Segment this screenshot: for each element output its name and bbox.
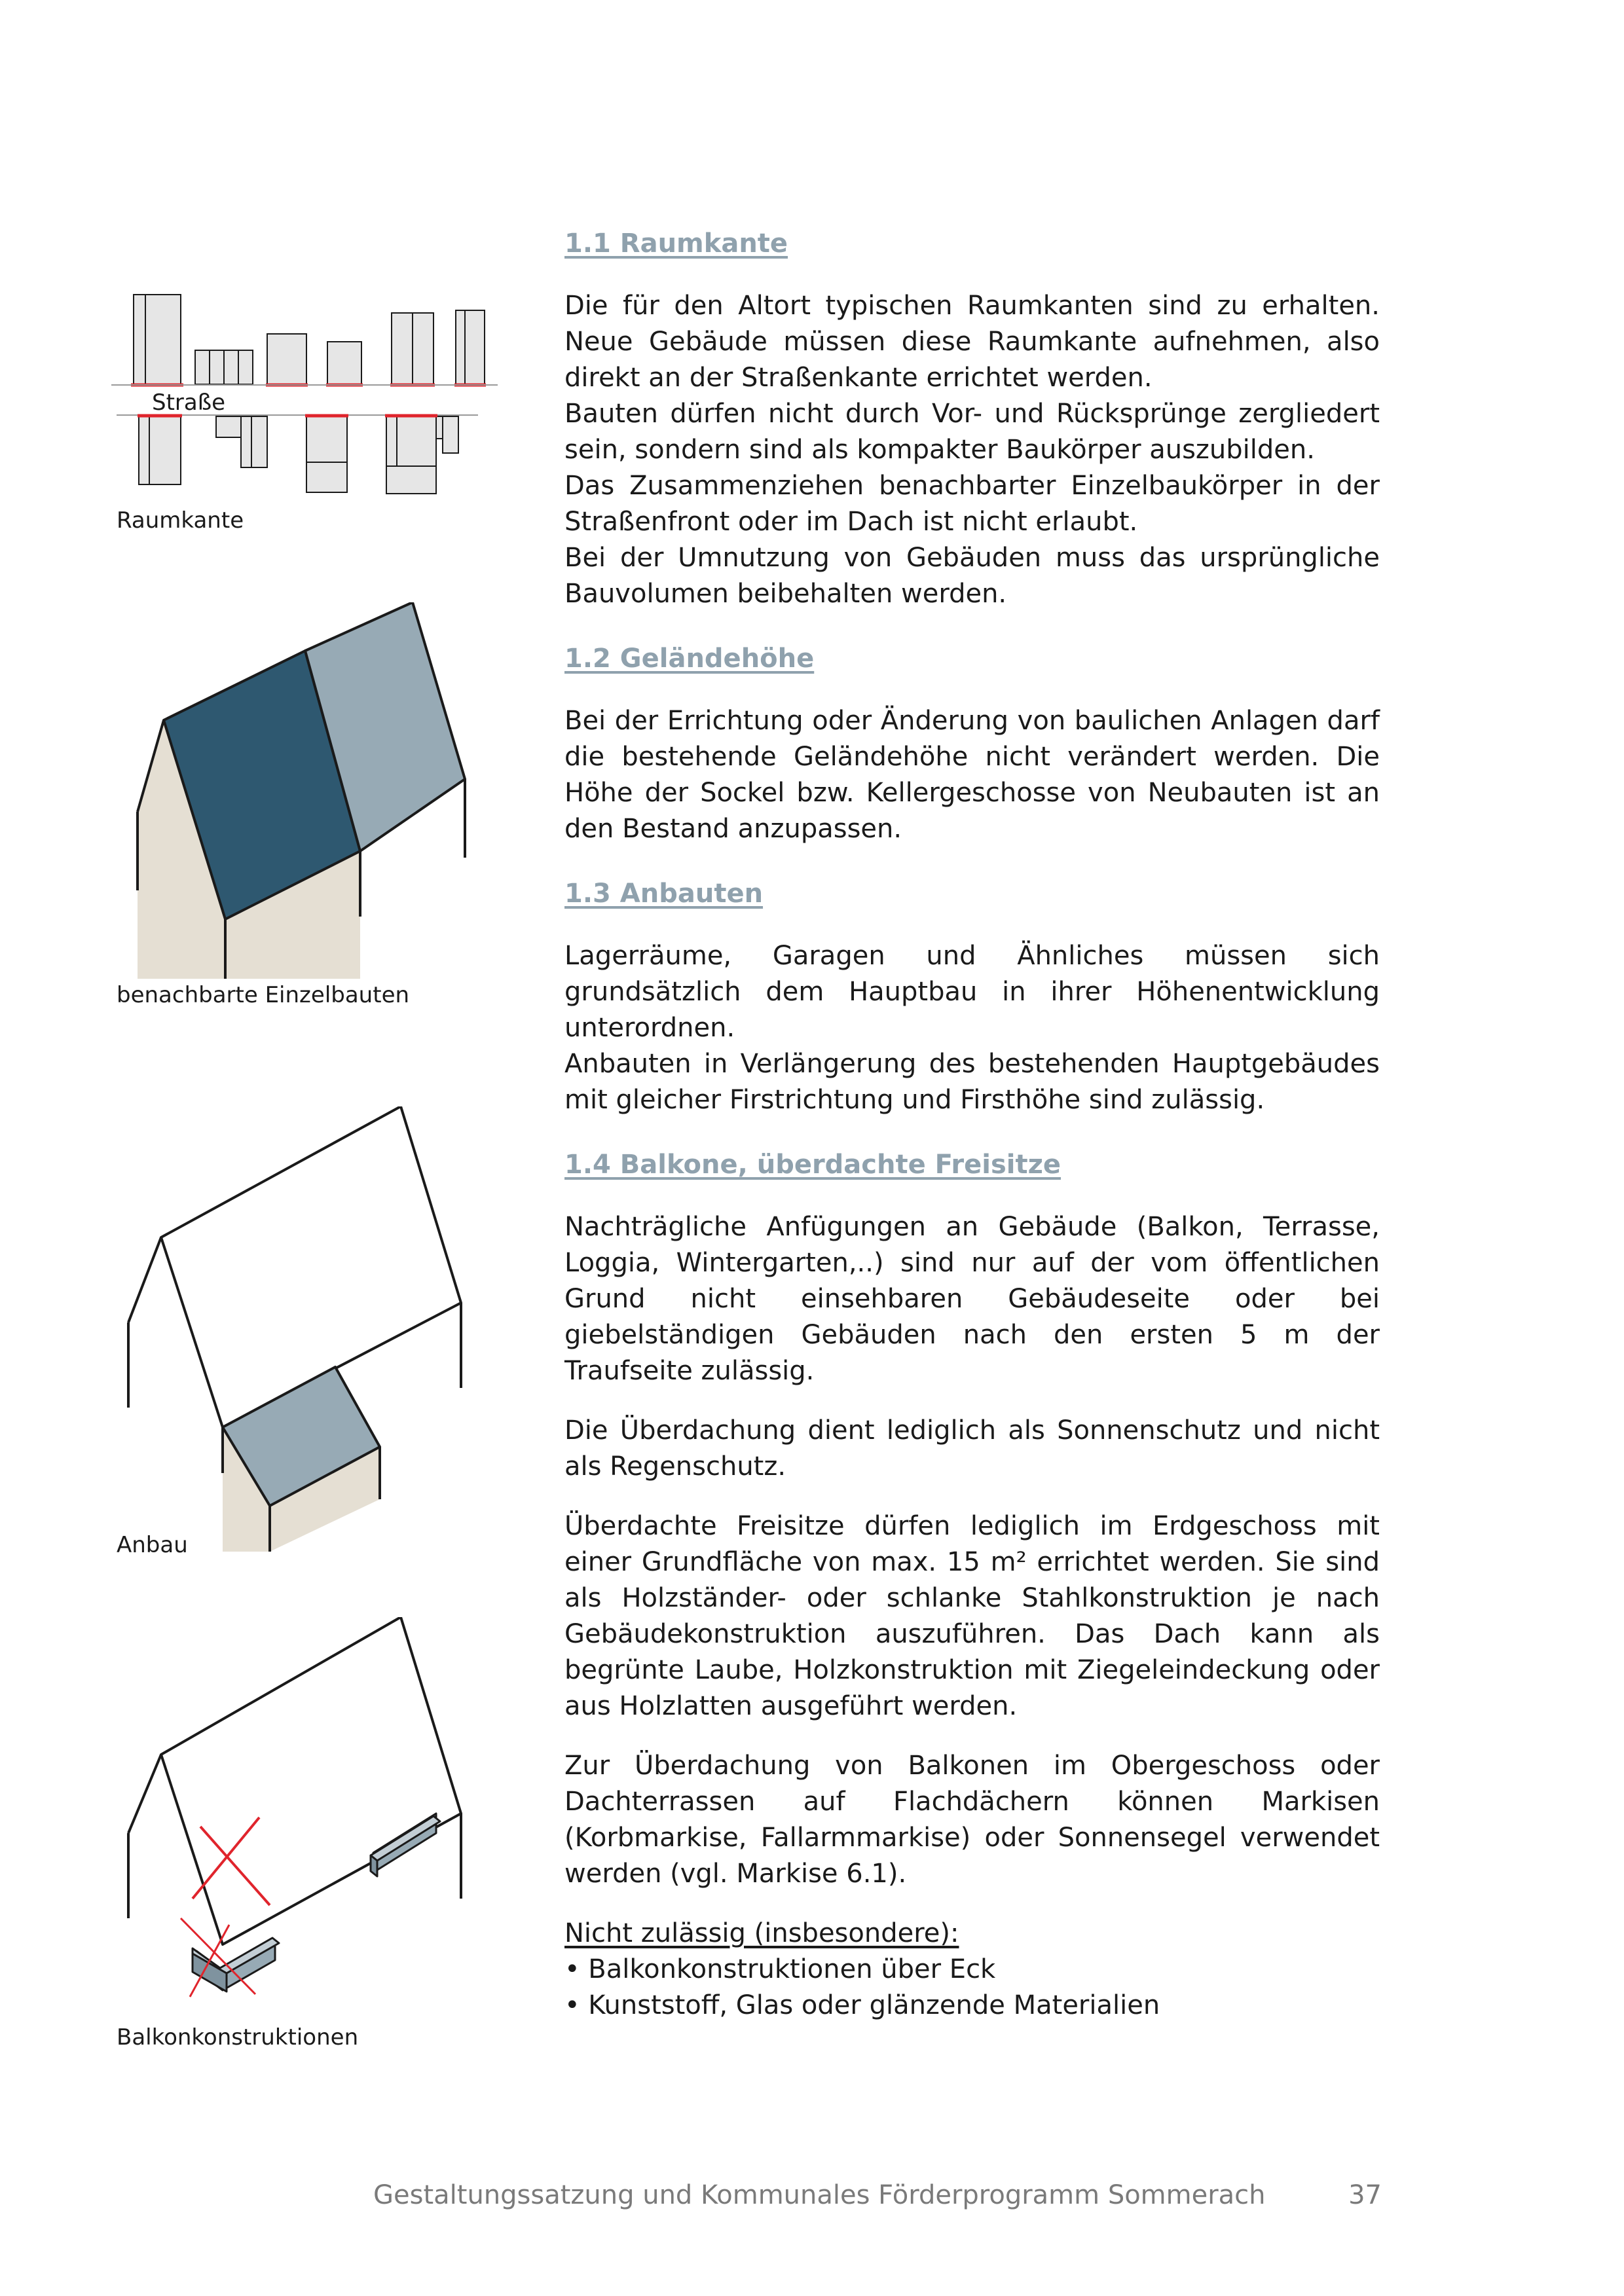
list-title: Nicht zulässig (insbesondere):	[564, 1918, 959, 1948]
paragraph-line: Das Zusammenziehen benachbarter Einzelbaukörper in der Straßenfront oder im Dach ist nicht erlaubt.	[564, 471, 1380, 537]
figure-caption-einzelbauten: benachbarte Einzelbauten	[117, 982, 410, 1008]
main-text-column	[564, 226, 1380, 2052]
section-heading: 1.4 Balkone, überdachte Freisitze	[564, 1150, 1061, 1180]
figure-caption-balkon: Balkonkonstruktionen	[117, 2024, 359, 2050]
footer-title: Gestaltungssatzung und Kommunales Förderprogramm Sommerach	[373, 2180, 1266, 2210]
section-heading: 1.1 Raumkante	[564, 228, 788, 259]
paragraph: Überdachte Freisitze dürfen lediglich im Erdgeschoss mit einer Grundfläche von max. 15 m² errichtet werden. Sie sind als Holzständer- oder schlanke Stahlkonstruktion je nach Gebäudekonstruktion auszuführen. Das Dach kann als begrünte Laube, Holzkonstruktion mit Ziegeleindeckung oder aus Holzlatten ausgeführt werden.	[564, 1511, 1380, 1721]
list-item: • Balkonkonstruktionen über Eck	[564, 1954, 996, 1984]
paragraph: Nachträgliche Anfügungen an Gebäude (Balkon, Terrasse, Loggia, Wintergarten,..) sind nur auf der vom öffentlichen Grund nicht einsehbaren Gebäudeseite oder bei giebelständigen Gebäuden nach den ersten 5 m der Traufseite zulässig.	[564, 1212, 1380, 1386]
street-label: Straße	[152, 390, 226, 416]
paragraph-line: Bauten dürfen nicht durch Vor- und Rücksprünge zergliedert sein, sondern sind als kompakter Baukörper auszubilden.	[564, 399, 1380, 465]
section-heading: 1.2 Geländehöhe	[564, 644, 815, 674]
paragraph-line: Lagerräume, Garagen und Ähnliches müssen sich grundsätzlich dem Hauptbau in ihrer Höhenentwicklung unterordnen.	[564, 941, 1380, 1043]
section-raumkante	[564, 226, 1380, 612]
figure-caption-anbau: Anbau	[117, 1532, 188, 1558]
section-anbauten	[564, 876, 1380, 1118]
anbau-diagram	[124, 1106, 478, 1552]
einzelbauten-diagram	[124, 602, 478, 979]
figure-caption-raumkante: Raumkante	[117, 507, 244, 534]
section-balkone	[564, 1147, 1380, 2024]
paragraph: Die Überdachung dient lediglich als Sonnenschutz und nicht als Regenschutz.	[564, 1415, 1380, 1482]
paragraph-line: Die für den Altort typischen Raumkanten sind zu erhalten. Neue Gebäude müssen diese Raumkante aufnehmen, also direkt an der Straßenkante errichtet werden.	[564, 291, 1380, 393]
paragraph-line: Bei der Umnutzung von Gebäuden muss das ursprüngliche Bauvolumen beibehalten werden.	[564, 543, 1380, 609]
list-item: • Kunststoff, Glas oder glänzende Materialien	[564, 1990, 1160, 2020]
section-gelaendehoehe	[564, 641, 1380, 847]
paragraph-line: Anbauten in Verlängerung des bestehenden Hauptgebäudes mit gleicher Firstrichtung und Firsthöhe sind zulässig.	[564, 1049, 1380, 1115]
page-number: 37	[1348, 2180, 1382, 2210]
paragraph	[564, 938, 1380, 1118]
balkon-diagram	[124, 1617, 478, 2010]
raumkante-diagram	[111, 288, 498, 504]
paragraph: Bei der Errichtung oder Änderung von baulichen Anlagen darf die bestehende Geländehöhe nicht verändert werden. Die Höhe der Sockel bzw. Kellergeschosse von Neubauten ist an den Bestand anzupassen.	[564, 706, 1380, 844]
paragraph: Zur Überdachung von Balkonen im Obergeschoss oder Dachterrassen auf Flachdächern können Markisen (Korbmarkise, Fallarmmarkise) oder Sonnensegel verwendet werden (vgl. Markise 6.1).	[564, 1751, 1380, 1889]
bullet-list	[564, 1952, 1380, 2024]
paragraph	[564, 288, 1380, 612]
page-footer	[373, 2180, 1382, 2210]
section-heading: 1.3 Anbauten	[564, 879, 764, 909]
